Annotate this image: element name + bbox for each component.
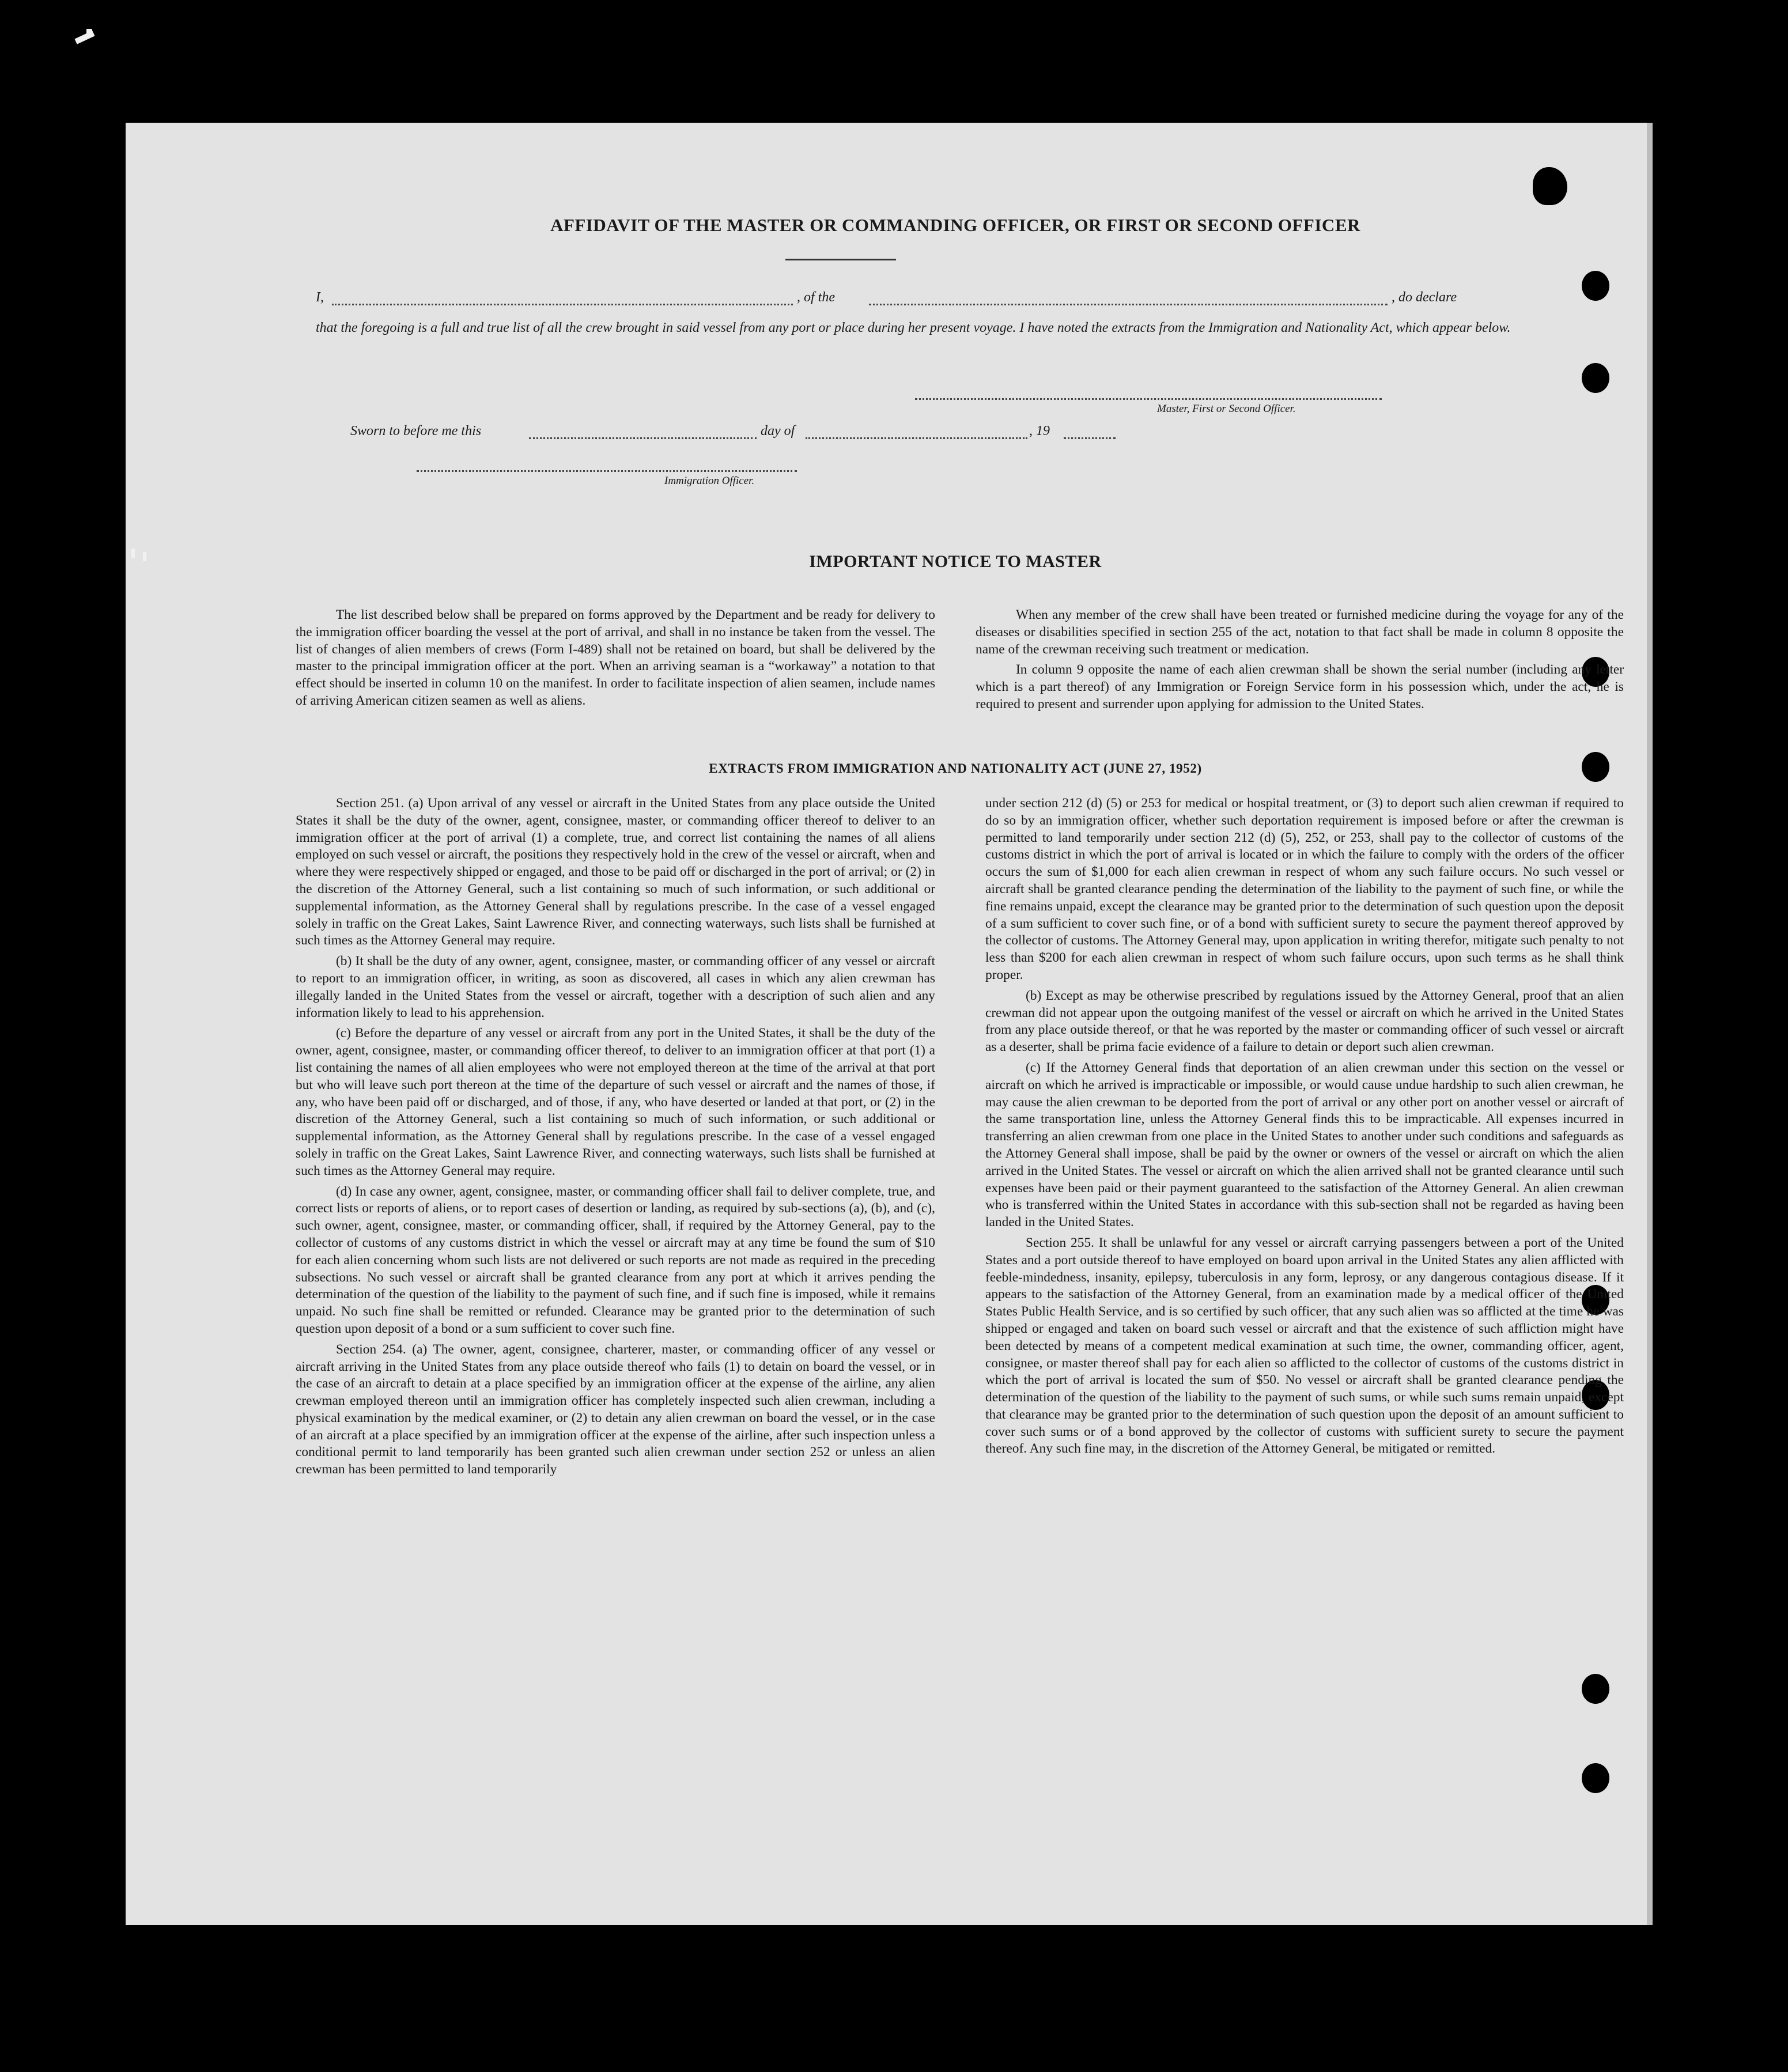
affidavit-title: AFFIDAVIT OF THE MASTER OR COMMANDING OFFICER, OR FIRST OR SECOND OFFICER xyxy=(550,215,1360,235)
statute-paragraph: Section 251. (a) Upon arrival of any vessel or aircraft in the United States from any place outside the United States it shall be the duty of the owner, agent, consignee, master, or commanding officer thereof to deliver to an immigration officer at the port of arrival (1) a complete, true, and correct list containing the names of all aliens employed on such vessel or aircraft, the positions they respectively hold in the crew of the vessel or aircraft, when and where they were respectively shipped or engaged, and those to be paid off or discharged in the port of arrival; or (2) in the discretion of the Attorney General, such a list containing so much of such information, or such additional or supplemental information, as the Attorney General shall by regulations prescribe. In the case of a vessel engaged solely in traffic on the Great Lakes, Saint Lawrence River, and connecting waterways, such lists shall be furnished at such times as the Attorney General may require. xyxy=(296,796,935,948)
statute-paragraph-continued: under section 212 (d) (5) or 253 for medical or hospital treatment, or (3) to deport such alien crewman if required to do so by an immigration officer, whether such deportation requirement is imposed before or after the crewman is permitted to land temporarily under section 212 (d) (5), 252, or 253, shall pay to the collector of customs of the customs district in which the port of arrival is located or in which the failure to comply with the orders of the officer occurs the sum of $1,000 for each alien crewman in respect of whom any such failure occurs. No such vessel or aircraft shall be granted clearance pending the determination of the liability to the payment of such fine, or while the fine remains unpaid, except the clearance may be granted prior to the determination of such question upon the deposit of a sum sufficient to cover such fine, or of a bond with sufficient surety to secure the payment thereof approved by the collector of customs. The Attorney General may, upon application in writing therefor, mitigate such penalty to not less than $200 for each alien crewman in respect of whom such failure occurs, upon such terms as he shall think proper. xyxy=(985,796,1624,982)
statute-paragraph: Section 255. It shall be unlawful for any vessel or aircraft carrying passengers between a port of the United States and a port outside thereof to have employed on board upon arrival in the United States any alien afflicted with feeble-mindedness, insanity, epilepsy, tuberculosis in any form, leprosy, or any dangerous contagious disease. If it appears to the satisfaction of the Attorney General, from an examination made by a medical officer of the United States Public Health Service, and is so certified by such officer, that any such alien was so afflicted at the time he was shipped or engaged and taken on board such vessel or aircraft and that the existence of such affliction might have been detected by means of a competent medical examination at such time, the owner, commanding officer, agent, consignee, or master thereof shall pay for each alien so afflicted to the collector of customs of the customs district in which the port of arrival is located the sum of $50. No vessel or aircraft shall be granted clearance pending the determination of the question of the liability to the payment of such sums, or while such sums remain unpaid, except that clearance may be granted prior to the determination of such question upon the deposit of an amount sufficient to cover such sums or of a bond approved by the collector of customs with sufficient surety to secure the payment thereof. Any such fine may, in the discretion of the Attorney General, be mitigated or remitted. xyxy=(985,1235,1624,1457)
notice-right-column xyxy=(976,607,1624,717)
extracts-right-column xyxy=(985,795,1624,1461)
master-signature-line[interactable] xyxy=(915,398,1382,400)
of-the-label: , of the xyxy=(797,290,835,305)
do-declare-label: , do declare xyxy=(1392,290,1457,305)
sworn-day-field[interactable] xyxy=(529,437,757,439)
i-label: I, xyxy=(316,290,324,305)
sworn-label: Sworn to before me this xyxy=(350,424,482,438)
form-content xyxy=(126,123,1647,1925)
notice-paragraph: The list described below shall be prepared on forms approved by the Department and be ready for delivery to the immigration officer boarding the vessel at the port of arrival, and shall in no instance be taken from the vessel. The list of changes of alien members of crews (Form I-489) shall not be retained on board, but shall be delivered by the master to the principal immigration officer at the port. When an arriving seaman is a “workaway” a notation to that effect should be inserted in column 10 on the manifest. In order to facilitate inspection of alien seamen, include names of arriving American citizen seamen as well as aliens. xyxy=(296,607,935,708)
immigration-officer-signature-line[interactable] xyxy=(417,470,797,472)
statute-paragraph: Section 254. (a) The owner, agent, consignee, charterer, master, or commanding officer of any vessel or aircraft arriving in the United States from any place outside thereof who fails (1) to detain on board the vessel, or in the case of an aircraft to detain at a place specified by an immigration officer at the expense of the airline, any alien crewman employed thereon until an immigration officer has completely inspected such alien crewman, including a physical examination by the medical examiner, or (2) to detain any alien crewman on board the vessel, or in the case of an aircraft at a place specified by an immigration officer at the expense of the airline, after such inspection unless a conditional permit to land temporarily has been granted such alien crewman under section 252 or unless an alien crewman has been permitted to land temporarily xyxy=(296,1341,935,1477)
statute-paragraph: (b) It shall be the duty of any owner, agent, consignee, master, or commanding officer of any vessel or aircraft to report to an immigration officer, in writing, as soon as discovered, all cases in which any alien crewman has illegally landed in the United States from the vessel or aircraft, together with a description of such alien and any information likely to lead to his apprehension. xyxy=(296,954,935,1020)
immigration-officer-caption: Immigration Officer. xyxy=(664,475,755,487)
page-edge xyxy=(1647,123,1653,1925)
title-rule xyxy=(785,259,896,260)
notice-left-column xyxy=(296,607,935,713)
extracts-left-column xyxy=(296,795,935,1482)
sworn-month-field[interactable] xyxy=(806,437,1027,439)
extracts-heading: EXTRACTS FROM IMMIGRATION AND NATIONALITY ACT (JUNE 27, 1952) xyxy=(709,761,1202,776)
scan-artifact xyxy=(86,29,92,35)
year-label: , 19 xyxy=(1029,424,1050,438)
declaration-text: that the foregoing is a full and true list of all the crew brought in said vessel from any port or place during her present voyage. I have noted the extracts from the Immigration and Nationality Act, which appear below. xyxy=(316,320,1511,335)
statute-paragraph: (c) Before the departure of any vessel or aircraft from any port in the United States, it shall be the duty of the owner, agent, consignee, master, or commanding officer thereof, to deliver to an immigration officer at that port (1) a list containing the names of all alien employees who were not employed thereon at the time of the arrival at that port but who will leave such port thereon at the time of the departure of such vessel or aircraft and the names of those, if any, who have been paid off or discharged, and of those, if any, who have deserted or landed at that port, or (2) in the discretion of the Attorney General, such a list containing so much of such information, or such additional or supplemental information, as the Attorney General shall by regulations prescribe. In the case of a vessel engaged solely in traffic on the Great Lakes, Saint Lawrence River, and connecting waterways, such lists shall be furnished at such times as the Attorney General may require. xyxy=(296,1026,935,1178)
notice-heading: IMPORTANT NOTICE TO MASTER xyxy=(809,552,1102,571)
sworn-row xyxy=(350,424,1272,447)
statute-paragraph: (c) If the Attorney General finds that deportation of an alien crewman under this section on the vessel or aircraft on which he arrived is impracticable or impossible, or would cause undue hardship to such alien crewman, he may cause the alien crewman to be deported from the port of arrival or any other port on another vessel or aircraft of the same transportation line, unless the Attorney General finds this to be impracticable. All expenses incurred in transferring an alien crewman from one place in the United States to another under such conditions and safeguards as the Attorney General shall impose, shall be paid by the owner or owners of the vessel or aircraft on which the alien arrived in the United States. The vessel or aircraft on which the alien arrived shall not be granted clearance until such expenses have been paid or their payment guaranteed to the satisfaction of the Attorney General. An alien crewman who is transferred within the United States in accordance with this sub-section shall not be regarded as having been landed in the United States. xyxy=(985,1060,1624,1230)
statute-paragraph: (d) In case any owner, agent, consignee, master, or commanding officer shall fail to deliver complete, true, and correct lists or reports of aliens, or to report cases of desertion or landing, as required by sub-sections (a), (b), and (c), such owner, agent, consignee, master, or commanding officer, shall, if required by the Attorney General, pay to the collector of customs of any customs district in which the vessel or aircraft may at any time be found the sum of $10 for each alien concerning whom such lists are not delivered or such reports are not made as required in the preceding subsections. No such vessel or aircraft shall be granted clearance from any port at which it arrives pending the determination of the question of the liability to the payment of such fine, and if such fine is imposed, while it remains unpaid. No such fine shall be remitted or refunded. Clearance may be granted prior to the determination of such question upon deposit of a bond or a sum sufficient to cover such fine. xyxy=(296,1184,935,1336)
day-of-label: day of xyxy=(761,424,795,438)
vessel-field[interactable] xyxy=(869,304,1388,305)
notice-paragraph: In column 9 opposite the name of each alien crewman shall be shown the serial number (including any letter which is a part thereof) of any Immigration or Foreign Service form in his possession which, under the act, he is required to present and surrender upon applying for admission to the United States. xyxy=(976,662,1624,712)
statute-paragraph: (b) Except as may be otherwise prescribed by regulations issued by the Attorney General, proof that an alien crewman did not appear upon the outgoing manifest of the vessel or aircraft on which he arrived in the United States from any place outside thereof, or that he was reported by the master or commanding officer of such vessel or aircraft as a deserter, shall be prima facie evidence of a failure to detain or deport such alien crewman. xyxy=(985,988,1624,1055)
master-caption: Master, First or Second Officer. xyxy=(1157,403,1296,415)
declaration-row xyxy=(316,290,1520,313)
sworn-year-field[interactable] xyxy=(1064,437,1116,439)
name-field[interactable] xyxy=(332,304,793,305)
notice-paragraph: When any member of the crew shall have been treated or furnished medicine during the voyage for any of the diseases or disabilities specified in section 255 of the act, notation to that fact shall be made in column 8 opposite the name of the crewman receiving such treatment or medication. xyxy=(976,607,1624,657)
